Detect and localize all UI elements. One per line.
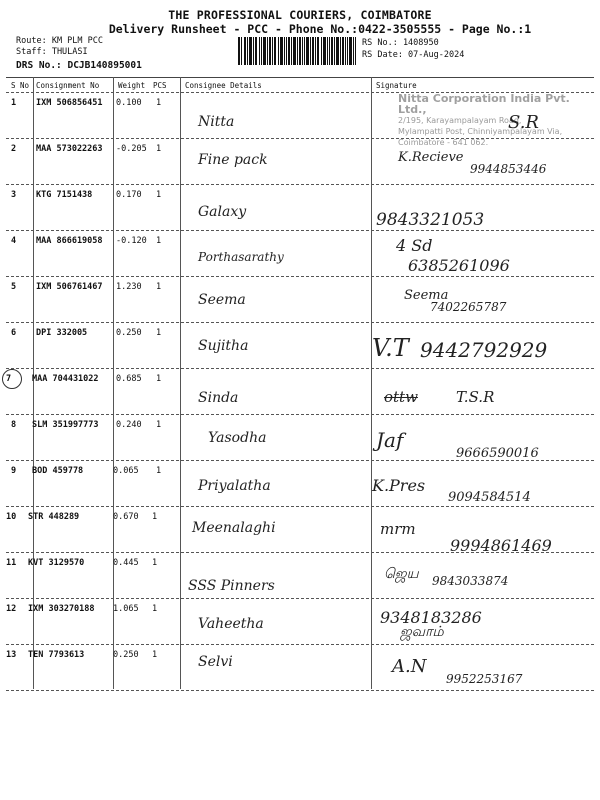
stamp-initials: S.R (508, 112, 539, 133)
column-header-pcs: PCS (153, 81, 167, 90)
row-4-signature-mark: 4 Sd (396, 236, 433, 255)
row-separator (6, 322, 594, 323)
row-12-consignee: Vaheetha (198, 616, 264, 632)
row-separator (6, 598, 594, 599)
row-7-consignment: MAA 704431022 (32, 374, 99, 384)
row-5-weight: 1.230 (116, 282, 142, 292)
row-2-signature: K.Recieve (398, 150, 464, 165)
column-header-weight: Weight (118, 81, 146, 90)
row-9-phone: 9094584514 (448, 490, 531, 505)
drs-number: DRS No.: DCJB140895001 (16, 60, 142, 71)
row-13-consignment: TEN 7793613 (28, 650, 85, 660)
row-12-pcs: 1 (152, 604, 158, 614)
row-7-consignee: Sinda (198, 390, 239, 406)
row-8-sno: 8 (11, 420, 17, 430)
row-6-phone: 9442792929 (420, 338, 548, 362)
table-bottom-border (6, 690, 594, 691)
row-9-pcs: 1 (156, 466, 162, 476)
row-9-signature: K.Pres (372, 476, 426, 495)
row-6-weight: 0.250 (116, 328, 142, 338)
row-3-consignee: Galaxy (198, 204, 247, 220)
row-5-consignment: IXM 506761467 (36, 282, 103, 292)
row-12-signature-mark: ஜவாம் (400, 624, 444, 640)
row-13-weight: 0.250 (113, 650, 139, 660)
staff-label: Staff: THULASI (16, 47, 88, 57)
row-4-consignee: Porthasarathy (198, 250, 284, 264)
row-3-sno: 3 (11, 190, 17, 200)
row-8-weight: 0.240 (116, 420, 142, 430)
row-5-phone: 7402265787 (430, 300, 507, 314)
row-8-consignment: SLM 351997773 (32, 420, 99, 430)
row-9-weight: 0.065 (113, 466, 139, 476)
row-8-phone: 9666590016 (456, 446, 539, 461)
row-3-weight: 0.170 (116, 190, 142, 200)
runsheet-subtitle: Delivery Runsheet - PCC - Phone No.:0422-3505555 - Page No.:1 (108, 22, 532, 36)
row-9-sno: 9 (11, 466, 17, 476)
row-2-consignee: Fine pack (198, 152, 268, 168)
row-separator (6, 368, 594, 369)
row-8-signature-mark: Jaf (376, 428, 404, 452)
row-8-consignee: Yasodha (208, 430, 267, 446)
row-separator (6, 644, 594, 645)
row-2-consignment: MAA 573022263 (36, 144, 103, 154)
row-2-weight: -0.205 (116, 144, 147, 154)
row-separator (6, 184, 594, 185)
row-13-sno: 13 (6, 650, 17, 660)
row-9-consignment: BOD 459778 (32, 466, 84, 476)
row-5-signature: Seema (404, 288, 449, 303)
column-header-consignee: Consignee Details (185, 81, 262, 90)
row-7-pcs: 1 (156, 374, 162, 384)
row-6-consignee: Sujitha (198, 338, 249, 354)
row-5-pcs: 1 (156, 282, 162, 292)
row-10-consignment: STR 448289 (28, 512, 80, 522)
row-7-circle-mark (2, 369, 22, 389)
row-6-pcs: 1 (156, 328, 162, 338)
row-8-pcs: 1 (156, 420, 162, 430)
row-11-pcs: 1 (152, 558, 158, 568)
rs-number: RS No.: 1408950 (362, 38, 439, 48)
row-1-pcs: 1 (156, 98, 162, 108)
row-4-sno: 4 (11, 236, 17, 246)
company-title: THE PROFESSIONAL COURIERS, COIMBATORE (168, 8, 432, 22)
row-12-consignment: IXM 303270188 (28, 604, 95, 614)
row-4-weight: -0.120 (116, 236, 147, 246)
row-10-signature-mark: mrm (380, 520, 416, 538)
row-11-sno: 11 (6, 558, 17, 568)
row-13-phone: 9952253167 (446, 672, 523, 686)
row-12-weight: 1.065 (113, 604, 139, 614)
row-5-consignee: Seema (198, 292, 246, 308)
row-separator (6, 276, 594, 277)
row-5-sno: 5 (11, 282, 17, 292)
row-10-consignee: Meenalaghi (192, 520, 276, 536)
row-13-consignee: Selvi (198, 654, 233, 670)
row-2-phone: 9944853446 (470, 162, 547, 176)
row-1-weight: 0.100 (116, 98, 142, 108)
row-11-consignment: KVT 3129570 (28, 558, 85, 568)
row-4-consignment: MAA 866619058 (36, 236, 103, 246)
row-9-consignee: Priyalatha (198, 478, 271, 494)
row-4-phone: 6385261096 (408, 256, 510, 275)
row-6-consignment: DPI 332005 (36, 328, 88, 338)
row-10-weight: 0.670 (113, 512, 139, 522)
table-top-border (6, 77, 594, 78)
row-1-consignment: IXM 506856451 (36, 98, 103, 108)
row-separator (6, 230, 594, 231)
route-label: Route: KM PLM PCC (16, 36, 103, 46)
row-2-sno: 2 (11, 144, 17, 154)
row-11-signature-mark: ஜெய (384, 566, 419, 582)
row-separator (6, 414, 594, 415)
row-6-sno: 6 (11, 328, 17, 338)
row-6-signature: V.T (372, 334, 409, 362)
column-header-sno: S No (11, 81, 30, 90)
row-10-pcs: 1 (152, 512, 158, 522)
column-header-consignment: Consignment No (36, 81, 100, 90)
row-11-phone: 9843033874 (432, 574, 509, 588)
row-3-phone: 9843321053 (376, 210, 485, 230)
row-12-phone: 9348183286 (380, 608, 482, 627)
row-7-weight: 0.685 (116, 374, 142, 384)
row-3-pcs: 1 (156, 190, 162, 200)
row-1-consignee: Nitta (198, 114, 235, 130)
row-4-pcs: 1 (156, 236, 162, 246)
row-12-sno: 12 (6, 604, 17, 614)
row-13-signature: A.N (392, 656, 427, 677)
row-1-sno: 1 (11, 98, 17, 108)
column-header-signature: Signature (376, 81, 417, 90)
row-7-sno: 7 (6, 374, 12, 384)
row-separator (6, 506, 594, 507)
row-11-consignee: SSS Pinners (188, 578, 275, 594)
row-7-signature: T.S.R (456, 388, 495, 406)
row-13-pcs: 1 (152, 650, 158, 660)
row-2-pcs: 1 (156, 144, 162, 154)
barcode-icon (238, 37, 356, 65)
row-10-sno: 10 (6, 512, 17, 522)
row-3-consignment: KTG 7151438 (36, 190, 93, 200)
row-7-struck-mark: ottw (384, 388, 418, 406)
rs-date: RS Date: 07-Aug-2024 (362, 50, 465, 60)
row-10-phone: 9994861469 (450, 536, 552, 555)
row-11-weight: 0.445 (113, 558, 139, 568)
company-stamp: Nitta Corporation India Pvt. Ltd., 2/195, Karayampalayam Road, Mylampatti Post, Chinniyampalayam Via, Coimbatore - 641 062. (398, 93, 570, 147)
